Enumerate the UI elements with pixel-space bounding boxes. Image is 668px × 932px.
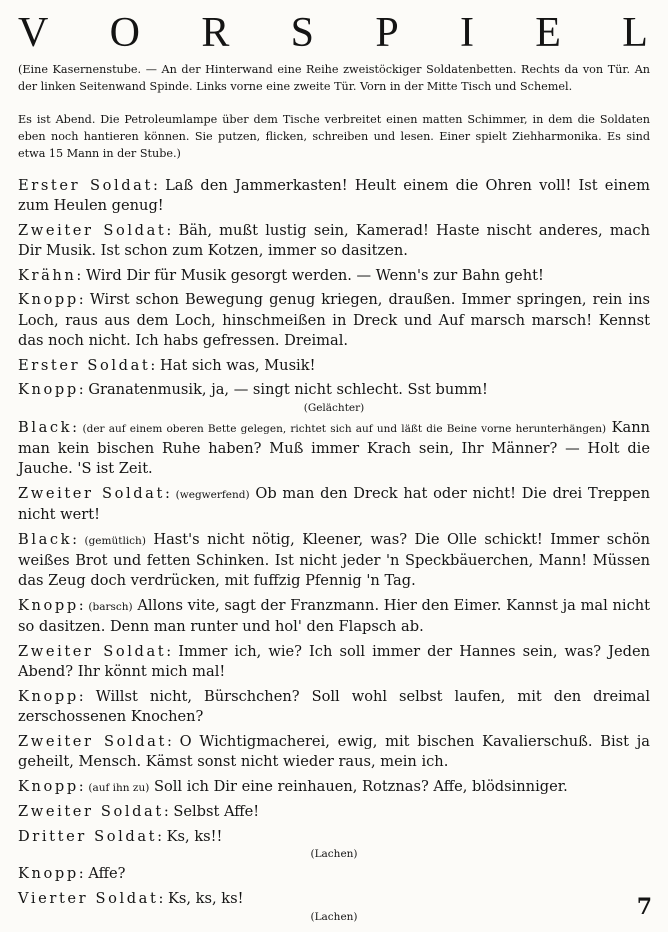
speaker-name: Zweiter Soldat (18, 221, 167, 239)
stage-direction-setting: (Eine Kasernenstube. — An der Hinterwand eine Reihe zweistöckiger Soldatenbetten. Rechts da von Tür. An der linken Seitenwand Spinde. Links vorne eine zweite Tür. Vorn in der Mitte Tisch und Schemel. (18, 63, 650, 93)
dialogue-line: Black: (gemütlich) Hast's nicht nötig, Kleener, was? Die Olle schickt! Immer schön weißes Brot und fetten Schinken. Ist nicht jeder 'n Speckbäuerchen, Mann! Müssen das Zeug doch verdrücken, mit fuffzig Pfennig 'n Tag. (18, 530, 650, 590)
title-letter: V (18, 10, 49, 56)
spoken-text: Laß den Jammerkasten! Heult einem die Ohren voll! Ist einem zum Heulen genug! (18, 177, 650, 215)
title-letter: E (535, 10, 561, 56)
spoken-text: Ks, ks!! (166, 827, 223, 845)
title-letter: I (459, 10, 474, 56)
stage-direction-inline: (auf ihn zu) (88, 781, 150, 794)
speaker-name: Zweiter Soldat (18, 732, 167, 750)
speaker-name: Knopp (18, 291, 79, 309)
speaker-name: Krähn (18, 266, 77, 284)
speaker-name: Knopp (18, 777, 79, 795)
dialogue-line: Vierter Soldat: Ks, ks, ks! (18, 889, 244, 907)
title-letter: R (201, 10, 230, 56)
dialogue (18, 176, 650, 927)
spoken-text: Selbst Affe! (173, 803, 260, 821)
dialogue-line: Knopp: Granatenmusik, ja, — singt nicht schlecht. Sst bumm! (18, 381, 488, 399)
dialogue-line: Knopp: Wirst schon Bewegung genug kriegen, draußen. Immer springen, rein ins Loch, raus aus dem Loch, hinschmeißen in Dreck und Auf marsch marsch! Kennst das noch nicht. Ich habs gefressen. Dreimal. (18, 291, 650, 349)
spoken-text: Immer ich, wie? Ich soll immer der Hannes sein, was? Jeden Abend? Ihr könnt mich mal! (18, 642, 650, 681)
spoken-text: Bäh, mußt lustig sein, Kamerad! Haste nischt anderes, mach Dir Musik. Ist schon zum Kotzen, immer so dasitzen. (18, 221, 650, 260)
dialogue-line: Erster Soldat: Hat sich was, Musik! (18, 356, 316, 374)
spoken-text: Allons vite, sagt der Franzmann. Hier den Eimer. Kannst ja mal nicht so dasitzen. Denn man runter und hol' den Flapsch ab. (18, 597, 651, 636)
speaker-name: Zweiter Soldat (18, 484, 165, 502)
stage-reaction: (Gelächter) (303, 401, 365, 414)
spoken-text: Ks, ks, ks! (168, 889, 244, 907)
dialogue-line: Zweiter Soldat: Selbst Affe! (18, 803, 260, 821)
speaker-name: Knopp (18, 865, 79, 883)
title-letter: P (375, 10, 399, 56)
spoken-text: Willst nicht, Bürschchen? Soll wohl selbst laufen, mit den dreimal zerschossenen Knochen? (18, 687, 650, 726)
dialogue-line: Knopp: Affe? (18, 865, 126, 883)
spoken-text: Ob man den Dreck hat oder nicht! Die drei Treppen nicht wert! (18, 484, 651, 524)
speaker-name: Erster Soldat (18, 177, 153, 194)
speaker-name: Knopp (18, 687, 79, 705)
speaker-name: Dritter Soldat (18, 827, 158, 845)
stage-direction-inline: (wegwerfend) (175, 488, 250, 501)
title-letter: L (622, 10, 648, 56)
spoken-text: Soll ich Dir eine reinhauen, Rotznas? Affe, blödsinniger. (153, 777, 568, 795)
speaker-name: Black (18, 530, 73, 548)
spoken-text: Wird Dir für Musik gesorgt werden. — Wenn's zur Bahn geht! (85, 266, 544, 284)
speaker-name: Erster Soldat (18, 356, 151, 374)
stage-direction-inline: (gemütlich) (84, 534, 146, 547)
dialogue-line: Knopp: Willst nicht, Bürschchen? Soll wohl selbst laufen, mit den dreimal zerschossenen Knochen? (18, 687, 650, 726)
spoken-text: Kann man kein bischen Ruhe haben? Muß immer Krach sein, Ihr Männer? — Holt die Jauche. 'S ist Zeit. (18, 418, 651, 478)
dialogue-line: Krähn: Wird Dir für Musik gesorgt werden. — Wenn's zur Bahn geht! (18, 266, 544, 284)
spoken-text: Affe? (88, 865, 126, 883)
stage-direction-inline: (der auf einem oberen Bette gelegen, richtet sich auf und läßt die Beine vorne herunterhängen) (82, 422, 607, 435)
title-letter: O (109, 10, 140, 56)
speaker-name: Zweiter Soldat (18, 642, 167, 660)
stage-direction-inline: (barsch) (88, 601, 133, 614)
dialogue-line: Zweiter Soldat: Bäh, mußt lustig sein, Kamerad! Haste nischt anderes, mach Dir Musik. Ist schon zum Kotzen, immer so dasitzen. (18, 221, 650, 260)
spoken-text: Hat sich was, Musik! (159, 356, 316, 374)
dialogue-line: Zweiter Soldat: O Wichtigmacherei, ewig, mit bischen Kavalierschuß. Bist ja geheilt, Mensch. Kämst sonst nicht wieder raus, mein ich. (18, 732, 651, 770)
dialogue-line: Knopp: (barsch) Allons vite, sagt der Franzmann. Hier den Eimer. Kannst ja mal nicht so dasitzen. Denn man runter und hol' den Flapsch ab. (18, 597, 651, 636)
dialogue-line: Zweiter Soldat: Immer ich, wie? Ich soll immer der Hannes sein, was? Jeden Abend? Ihr könnt mich mal! (18, 642, 650, 681)
dialogue-line: Dritter Soldat: Ks, ks!! (18, 827, 223, 845)
dialogue-line: Knopp: (auf ihn zu) Soll ich Dir eine reinhauen, Rotznas? Affe, blödsinniger. (18, 777, 568, 795)
title-letter: S (290, 10, 314, 56)
dialogue-line: Erster Soldat: Laß den Jammerkasten! Heult einem die Ohren voll! Ist einem zum Heulen genug! (18, 177, 650, 215)
stage-reaction: (Lachen) (310, 910, 358, 923)
speaker-name: Zweiter Soldat (18, 803, 164, 821)
stage-reaction: (Lachen) (310, 848, 358, 861)
spoken-text: O Wichtigmacherei, ewig, mit bischen Kavalierschuß. Bist ja geheilt, Mensch. Kämst sonst nicht wieder raus, mein ich. (18, 732, 651, 770)
page-title (18, 8, 648, 58)
spoken-text: Wirst schon Bewegung genug kriegen, draußen. Immer springen, rein ins Loch, raus aus dem Loch, hinschmeißen in Dreck und Auf marsch marsch! Kennst das noch nicht. Ich habs gefressen. Dreimal. (18, 291, 650, 349)
speaker-name: Black (18, 418, 73, 436)
page-number: 7 (636, 894, 652, 920)
spoken-text: Hast's nicht nötig, Kleener, was? Die Olle schickt! Immer schön weißes Brot und fetten Schinken. Ist nicht jeder 'n Speckbäuerchen, Mann! Müssen das Zeug doch verdrücken, mit fuffzig Pfennig 'n Tag. (18, 530, 650, 590)
dialogue-line: Black: (der auf einem oberen Bette gelegen, richtet sich auf und läßt die Beine vorne herunterhängen) Kann man kein bischen Ruhe haben? Muß immer Krach sein, Ihr Männer? — Holt die Jauche. 'S ist Zeit. (18, 418, 651, 478)
speaker-name: Vierter Soldat (18, 889, 159, 907)
stage-direction-evening: Es ist Abend. Die Petroleumlampe über dem Tische verbreitet einen matten Schimmer, in dem die Soldaten eben noch hantieren können. Sie putzen, flicken, schreiben und lesen. Einer spielt Ziehharmonika. Es sind etwa 15 Mann in der Stube.) (18, 113, 650, 160)
speaker-name: Knopp (18, 381, 79, 399)
spoken-text: Granatenmusik, ja, — singt nicht schlecht. Sst bumm! (88, 381, 488, 399)
speaker-name: Knopp (18, 597, 79, 615)
dialogue-line: Zweiter Soldat: (wegwerfend) Ob man den Dreck hat oder nicht! Die drei Treppen nicht wert! (18, 484, 651, 524)
